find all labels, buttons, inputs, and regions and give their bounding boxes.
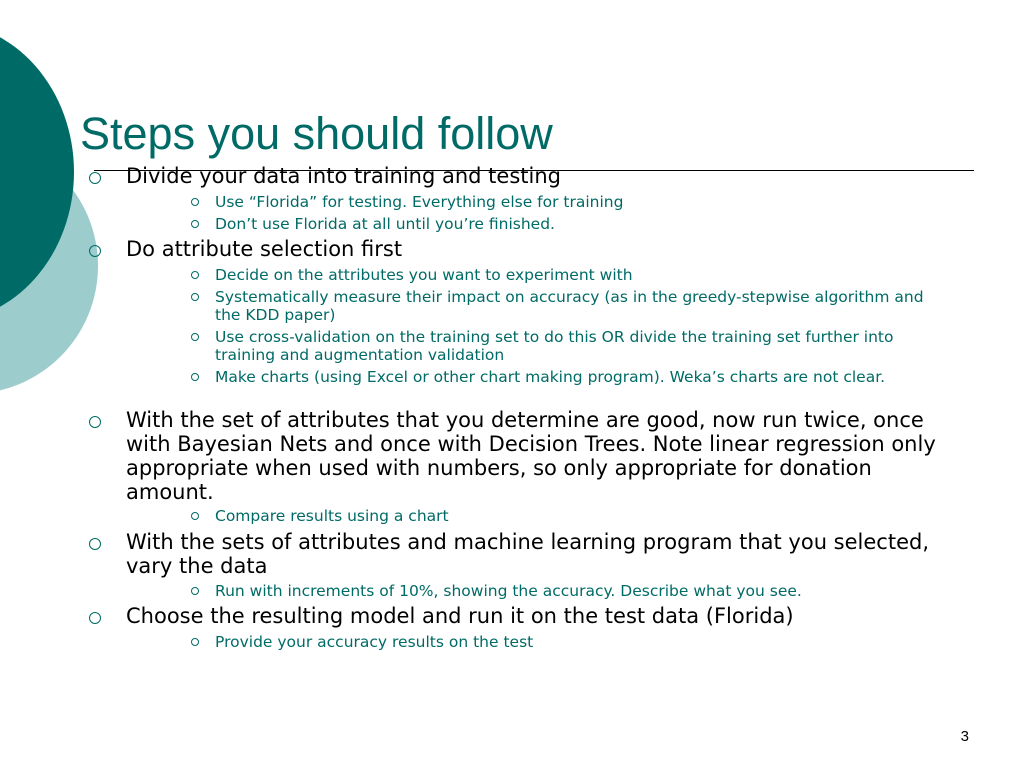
sub-bullet-item [215, 288, 945, 324]
page-number: 3 [960, 728, 969, 745]
sub-bullet-circle-icon [191, 271, 199, 279]
bullet-circle-icon [89, 172, 101, 184]
bullet-circle-icon [89, 245, 101, 257]
bullet-text: Divide your data into training and testing [126, 164, 561, 188]
sub-bullet-item [215, 266, 945, 284]
bullet-circle-icon [89, 612, 101, 624]
sub-bullet-circle-icon [191, 220, 199, 228]
sub-bullet-text: Use cross-validation on the training set to do this OR divide the training set further into training and augmentation validation [215, 328, 894, 364]
bullet-text: With the set of attributes that you determine are good, now run twice, once with Bayesian Nets and once with Decision Trees. Note linear regression only appropriate when used with numbers, so only appropriate for donation amount. [126, 408, 936, 504]
sub-bullet-circle-icon [191, 333, 199, 341]
sub-bullet-item [215, 368, 945, 386]
bullet-item [126, 408, 946, 504]
sub-bullet-text: Provide your accuracy results on the test [215, 633, 534, 651]
slide-title: Steps you should follow [80, 108, 553, 159]
sub-bullet-text: Run with increments of 10%, showing the accuracy. Describe what you see. [215, 582, 802, 600]
bullet-circle-icon [89, 416, 101, 428]
bullet-item [126, 530, 946, 578]
sub-bullet-circle-icon [191, 512, 199, 520]
bullet-item [126, 237, 946, 261]
sub-bullet-item [215, 582, 945, 600]
bullet-text: Do attribute selection first [126, 237, 403, 261]
sub-bullet-item [215, 193, 945, 211]
sub-bullet-text: Use “Florida” for testing. Everything else for training [215, 193, 624, 211]
bullet-item [126, 164, 946, 188]
sub-bullet-text: Make charts (using Excel or other chart making program). Weka’s charts are not clear. [215, 368, 886, 386]
sub-bullet-text: Compare results using a chart [215, 507, 449, 525]
bullet-text: Choose the resulting model and run it on the test data (Florida) [126, 604, 794, 628]
sub-bullet-circle-icon [191, 198, 199, 206]
bullet-text: With the sets of attributes and machine learning program that you selected, vary the data [126, 530, 930, 578]
sub-bullet-text: Don’t use Florida at all until you’re finished. [215, 215, 555, 233]
sub-bullet-item [215, 215, 945, 233]
sub-bullet-item [215, 633, 945, 651]
sub-bullet-circle-icon [191, 587, 199, 595]
sub-bullet-circle-icon [191, 638, 199, 646]
sub-bullet-item [215, 507, 945, 525]
sub-bullet-text: Systematically measure their impact on accuracy (as in the greedy-stepwise algorithm and the KDD paper) [215, 288, 924, 324]
sub-bullet-circle-icon [191, 373, 199, 381]
bullet-circle-icon [89, 538, 101, 550]
bullet-item [126, 604, 946, 628]
sub-bullet-item [215, 328, 945, 364]
sub-bullet-circle-icon [191, 293, 199, 301]
sub-bullet-text: Decide on the attributes you want to experiment with [215, 266, 633, 284]
